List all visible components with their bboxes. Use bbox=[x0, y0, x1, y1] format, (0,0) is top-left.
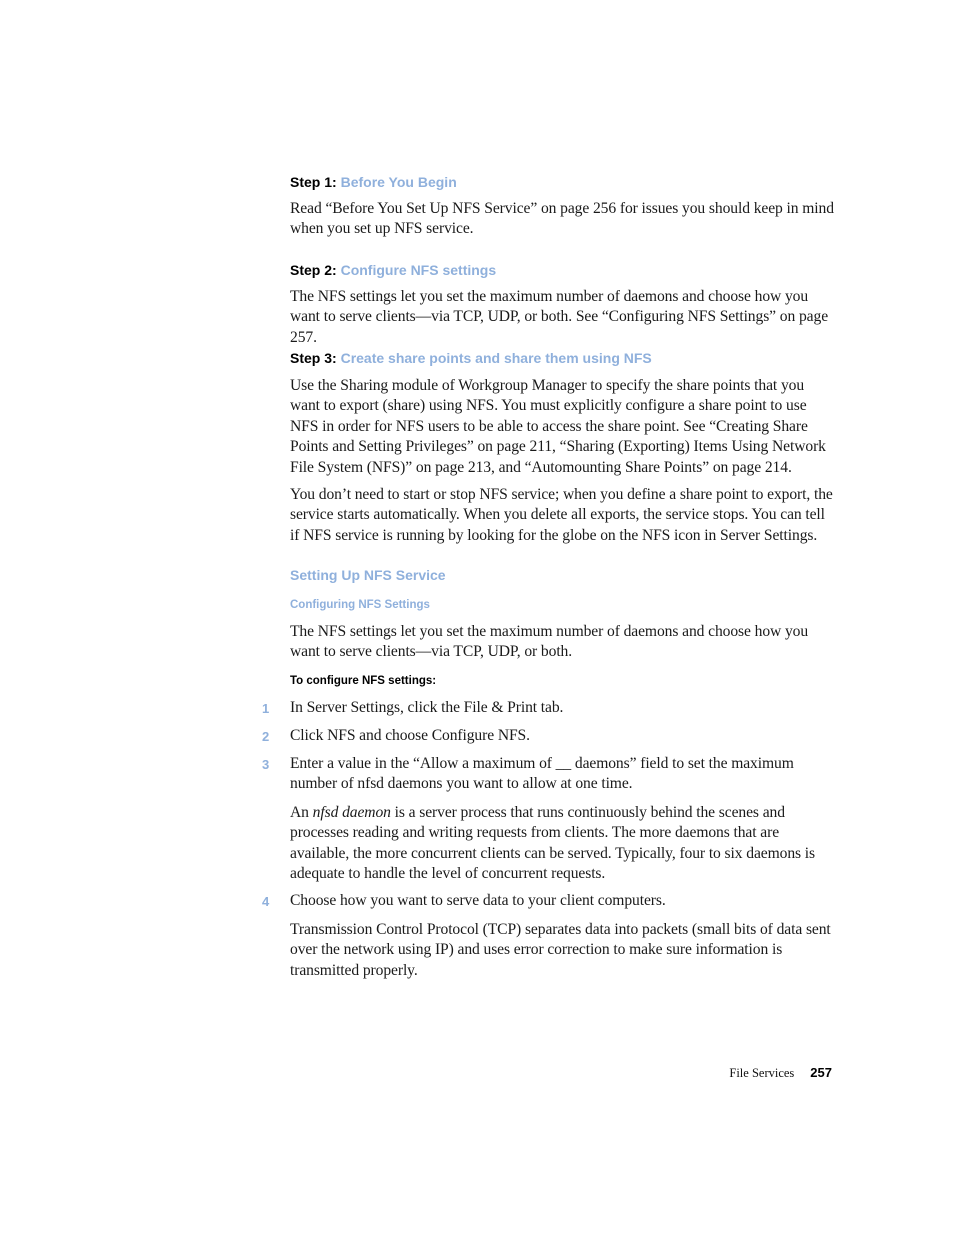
page-number: 257 bbox=[810, 1065, 832, 1080]
step-2-heading bbox=[290, 261, 835, 279]
page-footer bbox=[600, 1064, 832, 1082]
step-2-prefix: Step 2: bbox=[290, 262, 341, 278]
step-2-link[interactable]: Configure NFS settings bbox=[340, 262, 497, 278]
step-1-link[interactable]: Before You Begin bbox=[340, 174, 457, 190]
step-3-body-2 bbox=[290, 485, 835, 546]
step-1-heading bbox=[290, 173, 835, 191]
step-3-heading bbox=[290, 349, 835, 367]
step-3-body bbox=[290, 376, 835, 478]
list-item-1-text: In Server Settings, click the File & Print tab. bbox=[290, 699, 564, 716]
section-title: Setting Up NFS Service bbox=[290, 567, 446, 583]
note-term: nfsd daemon bbox=[312, 804, 391, 821]
footer-section-label: File Services bbox=[729, 1066, 795, 1080]
section-intro bbox=[290, 622, 835, 663]
task-heading: To configure NFS settings: bbox=[290, 675, 437, 687]
tcp-note: Transmission Control Protocol (TCP) separates data into packets (small bits of data sent over the network using IP) and uses error correction to make sure information is transmitted properly. bbox=[290, 921, 831, 979]
list-item-4-note bbox=[290, 920, 835, 981]
step-3-link[interactable]: Create share points and share them using NFS bbox=[340, 350, 652, 366]
step-1-body bbox=[290, 199, 835, 240]
step-3-paragraph-2: You don’t need to start or stop NFS service; when you define a share point to export, the service starts automatically. When you delete all exports, the service stops. You can tell if NFS service is running by looking for the globe on the NFS icon in Server Settings. bbox=[290, 486, 833, 544]
list-item-3-note bbox=[290, 803, 835, 885]
list-item-4 bbox=[290, 891, 835, 911]
step-2-body bbox=[290, 287, 835, 348]
list-item-3-text: Enter a value in the “Allow a maximum of __ daemons” field to set the maximum number of nfsd daemons you want to allow at one time. bbox=[290, 755, 794, 793]
subsection-title: Configuring NFS Settings bbox=[290, 599, 430, 611]
note-lead: An bbox=[290, 804, 313, 821]
list-item-2 bbox=[290, 726, 835, 746]
list-item-2-text: Click NFS and choose Configure NFS. bbox=[290, 727, 530, 744]
note-rest: is a server process that runs continuously behind the scenes and processes reading and writing requests from clients. The more daemons that are available, the more concurrent clients can be served. Typically, four to six daemons is adequate to handle the level of concurrent requests. bbox=[290, 804, 815, 883]
step-3-prefix: Step 3: bbox=[290, 350, 341, 366]
step-1-paragraph: Read “Before You Set Up NFS Service” on page 256 for issues you should keep in mind when you set up NFS service. bbox=[290, 200, 834, 238]
list-item-1 bbox=[290, 698, 835, 718]
step-number-1: 1 bbox=[262, 701, 270, 716]
step-number-2: 2 bbox=[262, 729, 270, 744]
list-item-4-text: Choose how you want to serve data to your client computers. bbox=[290, 892, 666, 909]
step-1-prefix: Step 1: bbox=[290, 174, 341, 190]
list-item-3 bbox=[290, 754, 835, 795]
step-number-4: 4 bbox=[262, 894, 270, 909]
section-intro-paragraph: The NFS settings let you set the maximum number of daemons and choose how you want to serve clients—via TCP, UDP, or both. bbox=[290, 623, 809, 661]
step-number-3: 3 bbox=[262, 757, 270, 772]
step-2-paragraph: The NFS settings let you set the maximum number of daemons and choose how you want to serve clients—via TCP, UDP, or both. See “Configuring NFS Settings” on page 257. bbox=[290, 288, 829, 346]
nfsd-daemon-note bbox=[290, 803, 835, 885]
step-3-paragraph-1: Use the Sharing module of Workgroup Manager to specify the share points that you want to export (share) using NFS. You must explicitly configure a share point to use NFS in order for NFS users to be able to access the share point. See “Creating Share Points and Setting Privileges” on page 211, “Sharing (Exporting) Items Using Network File System (NFS)” on page 213, and “Automounting Share Points” on page 214. bbox=[290, 377, 826, 476]
